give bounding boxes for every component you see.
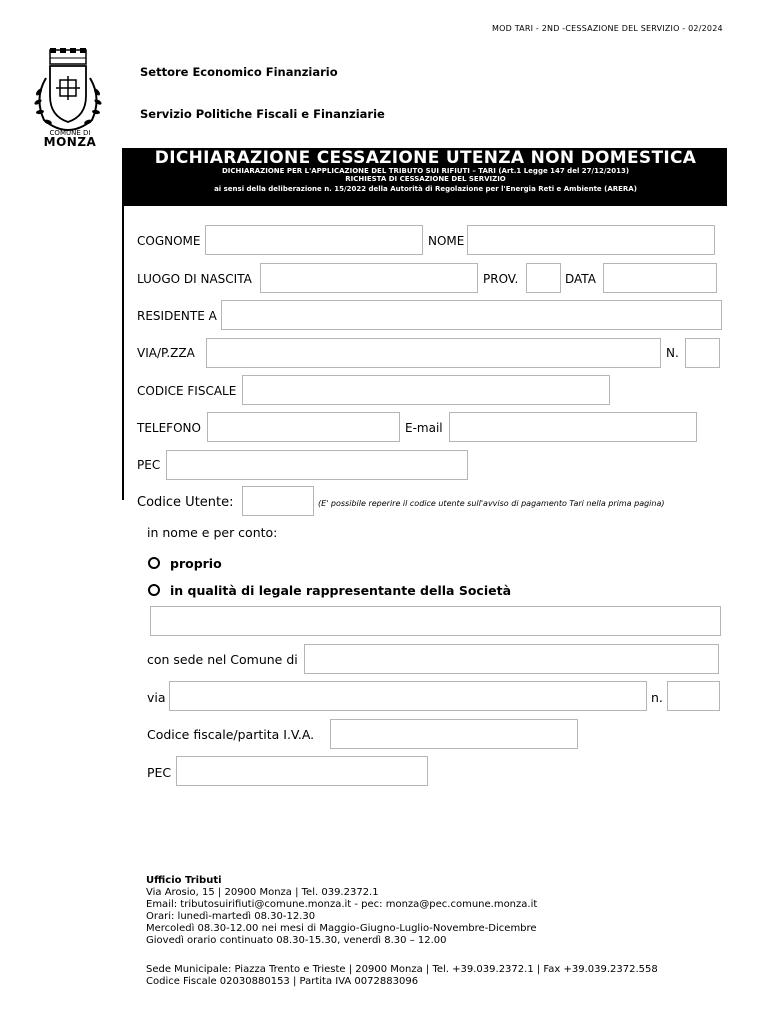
sede-numero-label: n.: [651, 690, 663, 705]
residente-label: RESIDENTE A: [137, 309, 217, 323]
codice-utente-label: Codice Utente:: [137, 495, 234, 510]
form-title: DICHIARAZIONE CESSAZIONE UTENZA NON DOMESTICA: [154, 148, 697, 168]
radio-legale-rappresentante[interactable]: [148, 584, 160, 596]
via-label: VIA/P.ZZA: [137, 346, 195, 360]
via-field[interactable]: [206, 338, 661, 368]
footer-orari: Orari: lunedì-martedì 08.30-12.30: [146, 911, 316, 922]
form-code: MOD TARI - 2ND -CESSAZIONE DEL SERVIZIO - 02/2024: [492, 24, 723, 33]
residente-field[interactable]: [221, 300, 722, 330]
telefono-field[interactable]: [207, 412, 400, 442]
cf-piva-label: Codice fiscale/partita I.V.A.: [147, 727, 315, 742]
luogo-field[interactable]: [260, 263, 478, 293]
data-label: DATA: [565, 272, 596, 286]
banner-line-1: DICHIARAZIONE PER L'APPLICAZIONE DEL TRIBUTO SUI RIFIUTI – TARI (Art.1 Legge 147 del 27/12/2013): [221, 167, 630, 175]
cognome-field[interactable]: [205, 225, 423, 255]
sede-numero-field[interactable]: [667, 681, 720, 711]
cf-field[interactable]: [242, 375, 610, 405]
footer-sede-municipale: Sede Municipale: Piazza Trento e Trieste | 20900 Monza | Tel. +39.039.2372.1 | Fax +39.039.2372.558: [146, 964, 658, 975]
codice-utente-field[interactable]: [242, 486, 314, 516]
cf-label: CODICE FISCALE: [137, 384, 237, 398]
email-field[interactable]: [449, 412, 697, 442]
societa-field[interactable]: [150, 606, 721, 636]
sede-via-label: via: [147, 690, 166, 705]
telefono-label: TELEFONO: [137, 421, 201, 435]
banner-line-3: ai sensi della deliberazione n. 15/2022 della Autorità di Regolazione per l'Energia Reti e Ambiente (ARERA): [214, 185, 637, 193]
prov-label: PROV.: [483, 272, 519, 286]
footer-title: Ufficio Tributi: [146, 875, 222, 886]
cf-piva-field[interactable]: [330, 719, 578, 749]
footer-codice-fiscale: Codice Fiscale 02030880153 | Partita IVA 0072883096: [146, 976, 419, 987]
footer-address: Via Arosio, 15 | 20900 Monza | Tel. 039.2372.1: [146, 887, 379, 898]
nome-label: NOME: [428, 234, 465, 248]
luogo-label: LUOGO DI NASCITA: [137, 272, 252, 286]
sede-comune-field[interactable]: [304, 644, 719, 674]
prov-field[interactable]: [526, 263, 561, 293]
numero-field[interactable]: [685, 338, 720, 368]
form-banner: [124, 148, 727, 206]
pec-label: PEC: [137, 458, 161, 472]
logo-text-monza: MONZA: [43, 135, 97, 149]
numero-label: N.: [666, 346, 679, 360]
logo-text-comune: COMUNE DI: [49, 129, 91, 137]
servizio-title: Servizio Politiche Fiscali e Finanziarie: [140, 107, 385, 121]
cognome-label: COGNOME: [137, 234, 201, 248]
radio-legale-rappresentante-label: in qualità di legale rappresentante della Società: [170, 583, 512, 598]
societa-pec-label: PEC: [147, 765, 172, 780]
footer-giovedi: Giovedì orario continuato 08.30-15.30, venerdì 8.30 – 12.00: [146, 935, 447, 946]
banner-line-2: RICHIESTA DI CESSAZIONE DEL SERVIZIO: [345, 175, 506, 183]
footer-email: Email: tributosuirifiuti@comune.monza.it - pec: monza@pec.comune.monza.it: [146, 899, 538, 910]
nome-field[interactable]: [467, 225, 715, 255]
per-conto-label: in nome e per conto:: [147, 525, 278, 540]
societa-pec-field[interactable]: [176, 756, 428, 786]
settore-title: Settore Economico Finanziario: [140, 65, 338, 79]
data-field[interactable]: [603, 263, 717, 293]
email-label: E-mail: [405, 421, 443, 435]
pec-field[interactable]: [166, 450, 468, 480]
footer-sede: [146, 964, 658, 988]
radio-proprio-label: proprio: [170, 556, 222, 571]
footer-ufficio: [146, 875, 537, 947]
footer-mercoledi: Mercoledì 08.30-12.00 nei mesi di Maggio-Giugno-Luglio-Novembre-Dicembre: [146, 923, 537, 934]
codice-utente-note: (E' possibile reperire il codice utente sull'avviso di pagamento Tari nella prima pagina): [318, 499, 665, 508]
sede-via-field[interactable]: [169, 681, 647, 711]
sede-comune-label: con sede nel Comune di: [147, 652, 298, 667]
radio-proprio[interactable]: [148, 557, 160, 569]
